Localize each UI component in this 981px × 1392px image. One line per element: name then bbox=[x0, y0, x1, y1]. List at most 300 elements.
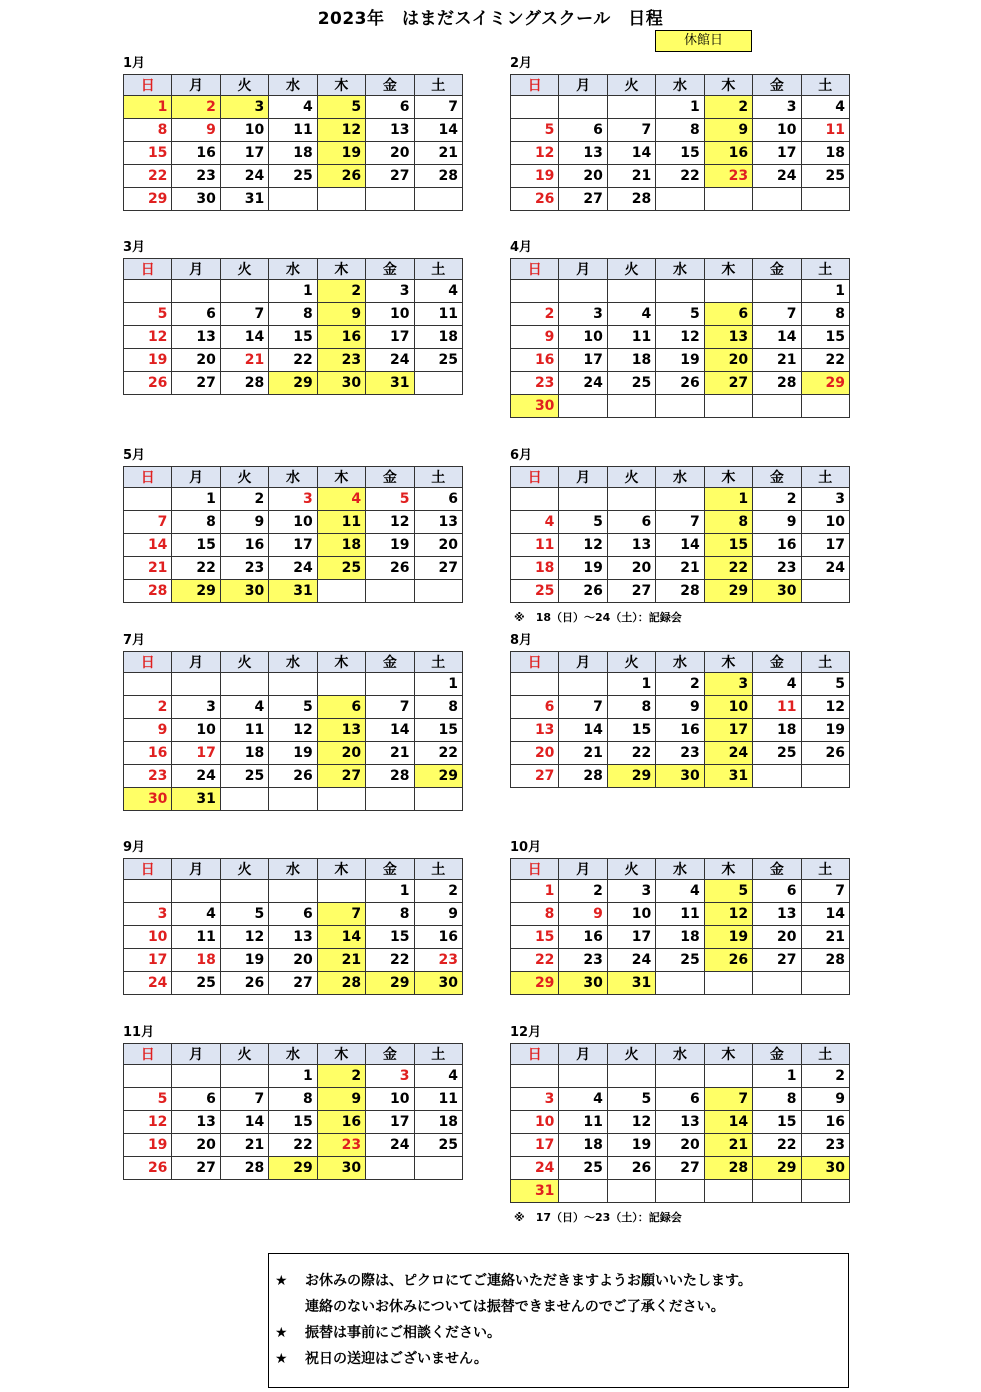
empty-cell bbox=[559, 1180, 607, 1203]
day-cell: 14 bbox=[656, 534, 704, 557]
day-cell: 11 bbox=[559, 1111, 607, 1134]
week-row bbox=[511, 926, 850, 949]
day-cell: 3 bbox=[753, 96, 801, 119]
day-cell: 2 bbox=[656, 673, 704, 696]
empty-cell bbox=[172, 280, 220, 303]
weekday-header: 日 bbox=[511, 652, 559, 673]
day-cell: 14 bbox=[124, 534, 172, 557]
empty-cell bbox=[124, 673, 172, 696]
day-cell: 25 bbox=[220, 765, 268, 788]
day-cell: 24 bbox=[220, 165, 268, 188]
day-cell: 16 bbox=[656, 719, 704, 742]
empty-cell bbox=[511, 673, 559, 696]
week-row bbox=[124, 580, 463, 603]
day-cell: 6 bbox=[317, 696, 365, 719]
day-cell: 21 bbox=[124, 557, 172, 580]
day-cell: 12 bbox=[124, 1111, 172, 1134]
day-cell: 4 bbox=[414, 280, 462, 303]
day-cell: 26 bbox=[124, 1157, 172, 1180]
weekday-header: 土 bbox=[801, 1044, 849, 1065]
day-cell: 10 bbox=[124, 926, 172, 949]
day-cell: 16 bbox=[704, 142, 752, 165]
week-row bbox=[124, 349, 463, 372]
weekday-header: 土 bbox=[801, 467, 849, 488]
day-cell: 20 bbox=[172, 1134, 220, 1157]
day-cell: 15 bbox=[607, 719, 655, 742]
weekday-header: 火 bbox=[220, 859, 268, 880]
month-calendar bbox=[123, 54, 463, 211]
month-calendar bbox=[510, 838, 850, 995]
weekday-header: 日 bbox=[124, 259, 172, 280]
day-cell: 15 bbox=[172, 534, 220, 557]
day-cell: 20 bbox=[414, 534, 462, 557]
weekday-header: 木 bbox=[704, 652, 752, 673]
day-cell: 5 bbox=[559, 511, 607, 534]
day-cell: 17 bbox=[511, 1134, 559, 1157]
empty-cell bbox=[220, 880, 268, 903]
day-cell: 24 bbox=[607, 949, 655, 972]
day-cell: 26 bbox=[656, 372, 704, 395]
weekday-header: 金 bbox=[753, 859, 801, 880]
day-cell: 26 bbox=[607, 1157, 655, 1180]
day-cell: 29 bbox=[269, 1157, 317, 1180]
week-row bbox=[124, 719, 463, 742]
day-cell: 27 bbox=[704, 372, 752, 395]
day-cell: 9 bbox=[317, 1088, 365, 1111]
weekday-header: 木 bbox=[317, 652, 365, 673]
weekday-header: 金 bbox=[753, 75, 801, 96]
month-label: 6月 bbox=[510, 448, 533, 463]
week-row bbox=[124, 326, 463, 349]
week-row bbox=[511, 188, 850, 211]
day-cell: 21 bbox=[704, 1134, 752, 1157]
day-cell: 18 bbox=[801, 142, 849, 165]
day-cell: 12 bbox=[317, 119, 365, 142]
day-cell: 13 bbox=[511, 719, 559, 742]
day-cell: 4 bbox=[753, 673, 801, 696]
month-label: 8月 bbox=[510, 633, 533, 648]
day-cell: 26 bbox=[559, 580, 607, 603]
day-cell: 28 bbox=[656, 580, 704, 603]
day-cell: 21 bbox=[220, 349, 268, 372]
day-cell: 8 bbox=[124, 119, 172, 142]
day-cell: 2 bbox=[414, 880, 462, 903]
day-cell: 6 bbox=[656, 1088, 704, 1111]
day-cell: 25 bbox=[317, 557, 365, 580]
day-cell: 13 bbox=[607, 534, 655, 557]
day-cell: 4 bbox=[656, 880, 704, 903]
empty-cell bbox=[414, 372, 462, 395]
month-calendar bbox=[510, 631, 850, 788]
day-cell: 19 bbox=[656, 349, 704, 372]
week-row bbox=[511, 165, 850, 188]
day-cell: 10 bbox=[220, 119, 268, 142]
weekday-header: 月 bbox=[559, 467, 607, 488]
week-row bbox=[124, 926, 463, 949]
day-cell: 17 bbox=[172, 742, 220, 765]
day-cell: 3 bbox=[220, 96, 268, 119]
day-cell: 3 bbox=[124, 903, 172, 926]
day-cell: 24 bbox=[801, 557, 849, 580]
day-cell: 26 bbox=[511, 188, 559, 211]
day-cell: 19 bbox=[220, 949, 268, 972]
day-cell: 31 bbox=[511, 1180, 559, 1203]
empty-cell bbox=[753, 972, 801, 995]
empty-cell bbox=[801, 765, 849, 788]
page-title: 2023年 はまだスイミングスクール 日程 bbox=[317, 9, 664, 29]
empty-cell bbox=[607, 1065, 655, 1088]
empty-cell bbox=[366, 580, 414, 603]
day-cell: 22 bbox=[124, 165, 172, 188]
day-cell: 25 bbox=[656, 949, 704, 972]
day-cell: 17 bbox=[269, 534, 317, 557]
day-cell: 2 bbox=[124, 696, 172, 719]
day-cell: 1 bbox=[124, 96, 172, 119]
empty-cell bbox=[704, 1065, 752, 1088]
day-cell: 28 bbox=[704, 1157, 752, 1180]
empty-cell bbox=[366, 673, 414, 696]
week-row bbox=[124, 188, 463, 211]
day-cell: 20 bbox=[753, 926, 801, 949]
week-row bbox=[124, 142, 463, 165]
week-row bbox=[511, 372, 850, 395]
day-cell: 16 bbox=[317, 1111, 365, 1134]
weekday-header: 木 bbox=[317, 259, 365, 280]
week-row bbox=[511, 488, 850, 511]
day-cell: 13 bbox=[172, 1111, 220, 1134]
week-row bbox=[124, 788, 463, 811]
weekday-header: 日 bbox=[124, 75, 172, 96]
day-cell: 5 bbox=[124, 303, 172, 326]
weekday-header: 水 bbox=[656, 467, 704, 488]
empty-cell bbox=[607, 395, 655, 418]
day-cell: 18 bbox=[220, 742, 268, 765]
month-table bbox=[123, 651, 463, 811]
week-row bbox=[124, 880, 463, 903]
day-cell: 7 bbox=[607, 119, 655, 142]
day-cell: 5 bbox=[317, 96, 365, 119]
empty-cell bbox=[172, 1065, 220, 1088]
empty-cell bbox=[753, 395, 801, 418]
weekday-header: 火 bbox=[220, 1044, 268, 1065]
month-table bbox=[123, 258, 463, 395]
day-cell: 13 bbox=[753, 903, 801, 926]
day-cell: 3 bbox=[172, 696, 220, 719]
weekday-header: 土 bbox=[414, 652, 462, 673]
day-cell: 15 bbox=[269, 1111, 317, 1134]
day-cell: 8 bbox=[656, 119, 704, 142]
weekday-header: 水 bbox=[269, 75, 317, 96]
day-cell: 12 bbox=[704, 903, 752, 926]
weekday-header-row bbox=[511, 1044, 850, 1065]
week-row bbox=[124, 303, 463, 326]
day-cell: 3 bbox=[269, 488, 317, 511]
empty-cell bbox=[269, 673, 317, 696]
day-cell: 1 bbox=[269, 280, 317, 303]
day-cell: 13 bbox=[656, 1111, 704, 1134]
week-row bbox=[511, 96, 850, 119]
day-cell: 19 bbox=[607, 1134, 655, 1157]
day-cell: 4 bbox=[317, 488, 365, 511]
day-cell: 28 bbox=[607, 188, 655, 211]
weekday-header: 金 bbox=[753, 1044, 801, 1065]
day-cell: 10 bbox=[607, 903, 655, 926]
week-row bbox=[124, 96, 463, 119]
info-box bbox=[268, 1253, 849, 1388]
empty-cell bbox=[511, 488, 559, 511]
weekday-header: 土 bbox=[801, 75, 849, 96]
day-cell: 7 bbox=[366, 696, 414, 719]
month-calendar bbox=[510, 1023, 850, 1225]
day-cell: 29 bbox=[172, 580, 220, 603]
day-cell: 30 bbox=[753, 580, 801, 603]
weekday-header: 木 bbox=[317, 1044, 365, 1065]
day-cell: 18 bbox=[414, 1111, 462, 1134]
day-cell: 8 bbox=[269, 1088, 317, 1111]
week-row bbox=[511, 326, 850, 349]
day-cell: 8 bbox=[414, 696, 462, 719]
month-table bbox=[510, 858, 850, 995]
day-cell: 12 bbox=[220, 926, 268, 949]
week-row bbox=[124, 119, 463, 142]
week-row bbox=[511, 1088, 850, 1111]
weekday-header: 月 bbox=[172, 859, 220, 880]
day-cell: 13 bbox=[366, 119, 414, 142]
day-cell: 22 bbox=[511, 949, 559, 972]
closed-day-legend: 休館日 bbox=[655, 30, 752, 52]
day-cell: 19 bbox=[269, 742, 317, 765]
day-cell: 3 bbox=[366, 280, 414, 303]
day-cell: 8 bbox=[607, 696, 655, 719]
day-cell: 16 bbox=[172, 142, 220, 165]
month-calendar bbox=[123, 631, 463, 811]
weekday-header: 水 bbox=[656, 1044, 704, 1065]
day-cell: 21 bbox=[753, 349, 801, 372]
weekday-header: 水 bbox=[269, 859, 317, 880]
weekday-header: 土 bbox=[801, 259, 849, 280]
week-row bbox=[124, 1111, 463, 1134]
weekday-header: 水 bbox=[656, 652, 704, 673]
empty-cell bbox=[511, 1065, 559, 1088]
month-table bbox=[510, 466, 850, 603]
day-cell: 25 bbox=[269, 165, 317, 188]
week-row bbox=[511, 280, 850, 303]
empty-cell bbox=[607, 96, 655, 119]
day-cell: 4 bbox=[269, 96, 317, 119]
weekday-header: 木 bbox=[704, 259, 752, 280]
day-cell: 26 bbox=[317, 165, 365, 188]
week-row bbox=[511, 696, 850, 719]
day-cell: 20 bbox=[269, 949, 317, 972]
weekday-header: 火 bbox=[220, 652, 268, 673]
day-cell: 22 bbox=[607, 742, 655, 765]
day-cell: 18 bbox=[414, 326, 462, 349]
day-cell: 30 bbox=[220, 580, 268, 603]
day-cell: 16 bbox=[220, 534, 268, 557]
month-table bbox=[123, 466, 463, 603]
day-cell: 24 bbox=[124, 972, 172, 995]
day-cell: 9 bbox=[559, 903, 607, 926]
week-row bbox=[511, 580, 850, 603]
day-cell: 30 bbox=[511, 395, 559, 418]
day-cell: 29 bbox=[366, 972, 414, 995]
info-line bbox=[275, 1294, 848, 1320]
empty-cell bbox=[124, 1065, 172, 1088]
day-cell: 12 bbox=[269, 719, 317, 742]
week-row bbox=[511, 511, 850, 534]
week-row bbox=[511, 880, 850, 903]
day-cell: 18 bbox=[656, 926, 704, 949]
empty-cell bbox=[414, 188, 462, 211]
weekday-header-row bbox=[124, 652, 463, 673]
day-cell: 6 bbox=[559, 119, 607, 142]
day-cell: 21 bbox=[220, 1134, 268, 1157]
month-label: 12月 bbox=[510, 1025, 542, 1040]
day-cell: 18 bbox=[172, 949, 220, 972]
weekday-header: 土 bbox=[414, 467, 462, 488]
day-cell: 29 bbox=[801, 372, 849, 395]
month-label: 4月 bbox=[510, 240, 533, 255]
week-row bbox=[511, 949, 850, 972]
day-cell: 16 bbox=[559, 926, 607, 949]
day-cell: 8 bbox=[511, 903, 559, 926]
weekday-header: 土 bbox=[414, 259, 462, 280]
day-cell: 10 bbox=[366, 1088, 414, 1111]
day-cell: 14 bbox=[220, 1111, 268, 1134]
day-cell: 1 bbox=[704, 488, 752, 511]
day-cell: 24 bbox=[559, 372, 607, 395]
day-cell: 21 bbox=[656, 557, 704, 580]
day-cell: 20 bbox=[366, 142, 414, 165]
day-cell: 14 bbox=[704, 1111, 752, 1134]
star-icon: ★ bbox=[275, 1325, 288, 1341]
day-cell: 15 bbox=[414, 719, 462, 742]
day-cell: 2 bbox=[317, 280, 365, 303]
weekday-header: 日 bbox=[511, 1044, 559, 1065]
day-cell: 28 bbox=[317, 972, 365, 995]
day-cell: 5 bbox=[269, 696, 317, 719]
weekday-header: 月 bbox=[559, 1044, 607, 1065]
weekday-header: 月 bbox=[172, 75, 220, 96]
empty-cell bbox=[801, 395, 849, 418]
weekday-header: 土 bbox=[801, 652, 849, 673]
day-cell: 25 bbox=[172, 972, 220, 995]
day-cell: 15 bbox=[511, 926, 559, 949]
day-cell: 30 bbox=[656, 765, 704, 788]
week-row bbox=[511, 903, 850, 926]
day-cell: 11 bbox=[269, 119, 317, 142]
empty-cell bbox=[559, 96, 607, 119]
day-cell: 31 bbox=[220, 188, 268, 211]
day-cell: 18 bbox=[317, 534, 365, 557]
month-label: 3月 bbox=[123, 240, 146, 255]
weekday-header: 火 bbox=[220, 259, 268, 280]
day-cell: 11 bbox=[511, 534, 559, 557]
day-cell: 4 bbox=[414, 1065, 462, 1088]
day-cell: 5 bbox=[511, 119, 559, 142]
weekday-header: 火 bbox=[607, 75, 655, 96]
day-cell: 24 bbox=[753, 165, 801, 188]
day-cell: 2 bbox=[559, 880, 607, 903]
empty-cell bbox=[269, 880, 317, 903]
empty-cell bbox=[559, 1065, 607, 1088]
weekday-header: 月 bbox=[172, 652, 220, 673]
day-cell: 4 bbox=[172, 903, 220, 926]
week-row bbox=[124, 511, 463, 534]
weekday-header-row bbox=[511, 652, 850, 673]
empty-cell bbox=[753, 1180, 801, 1203]
day-cell: 5 bbox=[801, 673, 849, 696]
day-cell: 23 bbox=[220, 557, 268, 580]
day-cell: 6 bbox=[269, 903, 317, 926]
day-cell: 19 bbox=[704, 926, 752, 949]
day-cell: 4 bbox=[220, 696, 268, 719]
day-cell: 17 bbox=[801, 534, 849, 557]
day-cell: 3 bbox=[366, 1065, 414, 1088]
weekday-header: 月 bbox=[172, 1044, 220, 1065]
empty-cell bbox=[656, 1065, 704, 1088]
day-cell: 19 bbox=[124, 1134, 172, 1157]
day-cell: 19 bbox=[801, 719, 849, 742]
empty-cell bbox=[317, 673, 365, 696]
info-text: 祝日の送迎はございません。 bbox=[305, 1351, 488, 1367]
empty-cell bbox=[511, 96, 559, 119]
day-cell: 15 bbox=[269, 326, 317, 349]
day-cell: 1 bbox=[511, 880, 559, 903]
month-calendar bbox=[510, 54, 850, 211]
day-cell: 23 bbox=[704, 165, 752, 188]
day-cell: 26 bbox=[366, 557, 414, 580]
month-table bbox=[123, 1043, 463, 1180]
day-cell: 7 bbox=[317, 903, 365, 926]
month-calendar bbox=[123, 238, 463, 395]
day-cell: 8 bbox=[801, 303, 849, 326]
day-cell: 26 bbox=[704, 949, 752, 972]
day-cell: 26 bbox=[220, 972, 268, 995]
empty-cell bbox=[656, 1180, 704, 1203]
day-cell: 22 bbox=[269, 349, 317, 372]
day-cell: 14 bbox=[607, 142, 655, 165]
day-cell: 20 bbox=[607, 557, 655, 580]
day-cell: 9 bbox=[753, 511, 801, 534]
day-cell: 20 bbox=[656, 1134, 704, 1157]
week-row bbox=[124, 557, 463, 580]
weekday-header: 火 bbox=[220, 75, 268, 96]
weekday-header: 日 bbox=[124, 1044, 172, 1065]
day-cell: 26 bbox=[269, 765, 317, 788]
day-cell: 11 bbox=[753, 696, 801, 719]
weekday-header: 水 bbox=[656, 259, 704, 280]
month-table bbox=[510, 651, 850, 788]
day-cell: 18 bbox=[559, 1134, 607, 1157]
day-cell: 1 bbox=[366, 880, 414, 903]
day-cell: 6 bbox=[704, 303, 752, 326]
empty-cell bbox=[801, 972, 849, 995]
weekday-header: 土 bbox=[414, 75, 462, 96]
day-cell: 19 bbox=[124, 349, 172, 372]
day-cell: 24 bbox=[511, 1157, 559, 1180]
day-cell: 28 bbox=[753, 372, 801, 395]
weekday-header: 月 bbox=[559, 652, 607, 673]
day-cell: 30 bbox=[124, 788, 172, 811]
day-cell: 23 bbox=[124, 765, 172, 788]
day-cell: 27 bbox=[607, 580, 655, 603]
day-cell: 21 bbox=[607, 165, 655, 188]
empty-cell bbox=[220, 1065, 268, 1088]
weekday-header: 木 bbox=[317, 75, 365, 96]
month-label: 1月 bbox=[123, 56, 146, 71]
day-cell: 2 bbox=[172, 96, 220, 119]
